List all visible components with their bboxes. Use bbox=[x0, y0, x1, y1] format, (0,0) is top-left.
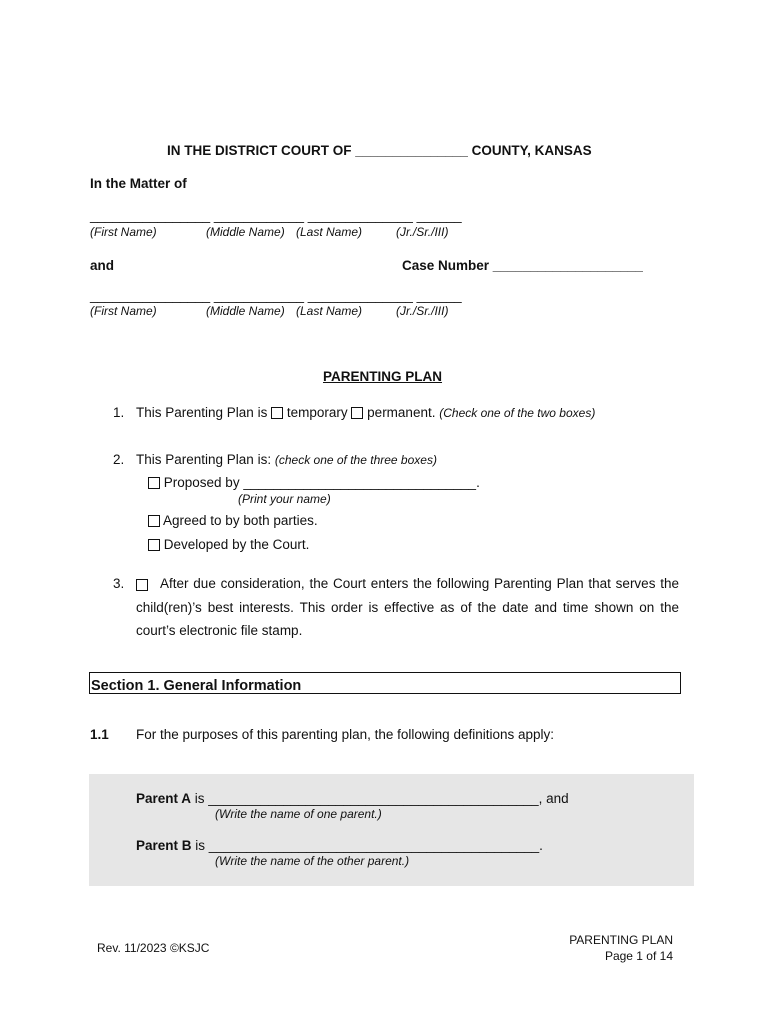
s11-number: 1.1 bbox=[90, 727, 109, 742]
proposed-label: Proposed by _______________________________. bbox=[163, 475, 480, 490]
revision-label: Rev. 11/2023 ©KSJC bbox=[97, 941, 210, 955]
parent-a-line: is ____________________________________________, and bbox=[191, 791, 569, 806]
case-number-field[interactable]: Case Number ____________________ bbox=[402, 258, 643, 273]
item1-hint: (Check one of the two boxes) bbox=[439, 406, 596, 420]
parent-b-hint: (Write the name of the other parent.) bbox=[215, 854, 410, 868]
item3-text: After due consideration, the Court enters the following Parenting Plan that serves the child(ren)’s best interests. This order is effective as of the date and time shown on the court’s electronic file stamp. bbox=[136, 576, 679, 638]
footer-doc-title: PARENTING PLAN bbox=[569, 933, 673, 947]
permanent-label: permanent. bbox=[367, 405, 436, 420]
item2-hint: (check one of the three boxes) bbox=[274, 453, 437, 467]
proposed-checkbox[interactable] bbox=[148, 477, 160, 489]
parent-b-label: Parent B bbox=[136, 838, 192, 853]
developed-checkbox[interactable] bbox=[148, 539, 160, 551]
agreed-row bbox=[148, 513, 318, 528]
developed-row bbox=[148, 537, 309, 552]
party2-first-name-label: (First Name) bbox=[90, 304, 157, 318]
party2-middle-name-label: (Middle Name) bbox=[206, 304, 285, 318]
parent-a-hint: (Write the name of one parent.) bbox=[215, 807, 382, 821]
party2-name-blanks[interactable]: ________________ ____________ ______________ ______ bbox=[90, 288, 462, 303]
permanent-checkbox[interactable] bbox=[351, 407, 363, 419]
developed-label: Developed by the Court. bbox=[163, 537, 310, 552]
agreed-checkbox[interactable] bbox=[148, 515, 160, 527]
item1-row bbox=[136, 405, 595, 420]
parent-b-line: is ____________________________________________. bbox=[191, 838, 543, 853]
temporary-checkbox[interactable] bbox=[271, 407, 283, 419]
item2-number: 2. bbox=[113, 452, 125, 467]
section1-title: Section 1. General Information bbox=[91, 678, 302, 694]
parent-b-row[interactable] bbox=[136, 838, 543, 853]
party1-last-name-label: (Last Name) bbox=[296, 225, 363, 239]
page-number: Page 1 of 14 bbox=[604, 949, 673, 963]
temporary-label: temporary bbox=[286, 405, 348, 420]
item2-text: This Parenting Plan is: bbox=[136, 452, 272, 467]
party1-suffix-label: (Jr./Sr./III) bbox=[396, 225, 449, 239]
item1-text: This Parenting Plan is bbox=[136, 405, 268, 420]
item1-number: 1. bbox=[113, 405, 125, 420]
party2-suffix-label: (Jr./Sr./III) bbox=[396, 304, 449, 318]
item3-number: 3. bbox=[113, 576, 125, 591]
agreed-label: Agreed to by both parties. bbox=[163, 513, 318, 528]
court-caption: IN THE DISTRICT COURT OF _______________ COUNTY, KANSAS bbox=[167, 143, 592, 158]
in-matter-of-label: In the Matter of bbox=[90, 176, 187, 191]
parent-a-label: Parent A bbox=[136, 791, 192, 806]
party1-middle-name-label: (Middle Name) bbox=[206, 225, 285, 239]
proposed-row bbox=[148, 475, 480, 490]
party1-name-blanks[interactable]: ________________ ____________ ______________ ______ bbox=[90, 208, 462, 223]
item2-row bbox=[136, 452, 437, 467]
party1-first-name-label: (First Name) bbox=[90, 225, 157, 239]
print-name-hint: (Print your name) bbox=[238, 492, 331, 506]
and-label: and bbox=[90, 258, 115, 273]
party2-last-name-label: (Last Name) bbox=[296, 304, 363, 318]
parent-a-row[interactable] bbox=[136, 791, 569, 806]
s11-text: For the purposes of this parenting plan, the following definitions apply: bbox=[136, 727, 555, 742]
document-title: PARENTING PLAN bbox=[323, 369, 443, 384]
